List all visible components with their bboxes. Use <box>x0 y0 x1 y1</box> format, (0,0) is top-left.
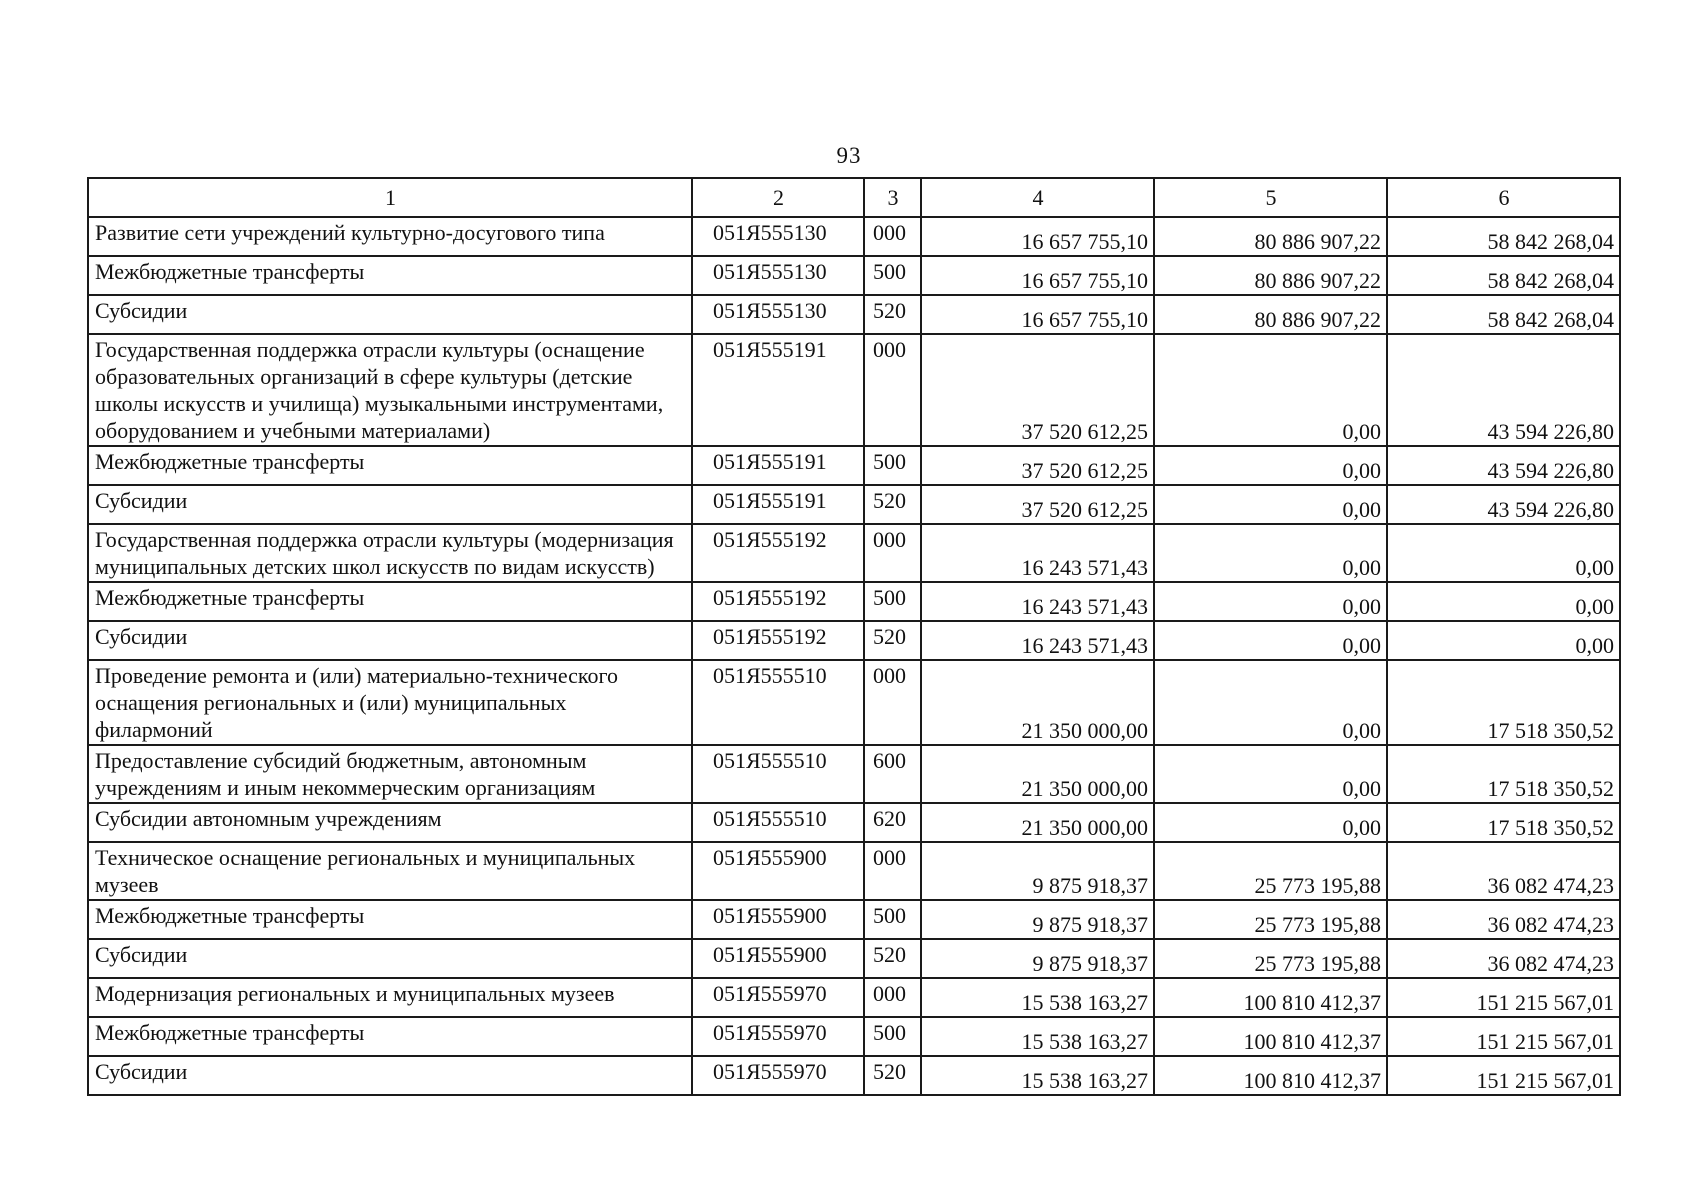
row-code-cell: 051Я555130 <box>692 217 864 256</box>
row-value-col5-cell: 0,00 <box>1154 334 1387 446</box>
row-value-col6-cell: 17 518 350,52 <box>1387 660 1620 745</box>
row-name-cell: Субсидии <box>88 621 692 660</box>
row-value-col6-cell: 0,00 <box>1387 621 1620 660</box>
row-value-col5-cell: 0,00 <box>1154 745 1387 803</box>
row-value-col5-cell: 100 810 412,37 <box>1154 1056 1387 1095</box>
column-header-4: 4 <box>921 178 1154 217</box>
row-value-col6-cell: 151 215 567,01 <box>1387 978 1620 1017</box>
row-name-cell: Государственная поддержка отрасли культуры (оснащение образовательных организаций в сфере культуры (детские школы искусств и училища) музыкальными инструментами, оборудованием и учебными материалами) <box>88 334 692 446</box>
row-type-cell: 000 <box>864 660 921 745</box>
row-value-col6-cell: 36 082 474,23 <box>1387 939 1620 978</box>
row-value-col5-cell: 100 810 412,37 <box>1154 978 1387 1017</box>
row-code-cell: 051Я555900 <box>692 900 864 939</box>
row-name-cell: Межбюджетные трансферты <box>88 1017 692 1056</box>
row-code-cell: 051Я555900 <box>692 842 864 900</box>
row-value-col6-cell: 58 842 268,04 <box>1387 295 1620 334</box>
row-name-cell: Развитие сети учреждений культурно-досугового типа <box>88 217 692 256</box>
table-header-row <box>88 178 1620 217</box>
row-name-cell: Межбюджетные трансферты <box>88 446 692 485</box>
table-row <box>88 217 1620 256</box>
row-type-cell: 520 <box>864 485 921 524</box>
row-type-cell: 520 <box>864 939 921 978</box>
table-row <box>88 295 1620 334</box>
table-row <box>88 256 1620 295</box>
row-value-col4-cell: 16 657 755,10 <box>921 256 1154 295</box>
row-value-col5-cell: 0,00 <box>1154 582 1387 621</box>
row-name-cell: Предоставление субсидий бюджетным, автономным учреждениям и иным некоммерческим организациям <box>88 745 692 803</box>
row-type-cell: 000 <box>864 217 921 256</box>
row-value-col4-cell: 16 243 571,43 <box>921 621 1154 660</box>
row-value-col5-cell: 25 773 195,88 <box>1154 842 1387 900</box>
row-value-col4-cell: 15 538 163,27 <box>921 1056 1154 1095</box>
row-value-col6-cell: 43 594 226,80 <box>1387 334 1620 446</box>
row-code-cell: 051Я555191 <box>692 334 864 446</box>
column-header-1: 1 <box>88 178 692 217</box>
row-value-col6-cell: 58 842 268,04 <box>1387 256 1620 295</box>
row-type-cell: 000 <box>864 842 921 900</box>
row-value-col6-cell: 17 518 350,52 <box>1387 803 1620 842</box>
row-value-col5-cell: 25 773 195,88 <box>1154 900 1387 939</box>
row-value-col4-cell: 9 875 918,37 <box>921 842 1154 900</box>
row-code-cell: 051Я555970 <box>692 978 864 1017</box>
row-type-cell: 500 <box>864 1017 921 1056</box>
table-row <box>88 660 1620 745</box>
row-type-cell: 520 <box>864 621 921 660</box>
table-row <box>88 524 1620 582</box>
row-value-col4-cell: 37 520 612,25 <box>921 446 1154 485</box>
row-type-cell: 520 <box>864 1056 921 1095</box>
row-type-cell: 500 <box>864 900 921 939</box>
row-code-cell: 051Я555192 <box>692 582 864 621</box>
row-type-cell: 000 <box>864 978 921 1017</box>
budget-table <box>87 177 1621 1096</box>
table-row <box>88 621 1620 660</box>
row-code-cell: 051Я555191 <box>692 485 864 524</box>
page-number: 93 <box>836 143 862 168</box>
table-row <box>88 939 1620 978</box>
row-value-col5-cell: 0,00 <box>1154 621 1387 660</box>
row-code-cell: 051Я555192 <box>692 621 864 660</box>
row-value-col4-cell: 37 520 612,25 <box>921 485 1154 524</box>
row-value-col4-cell: 15 538 163,27 <box>921 1017 1154 1056</box>
column-header-5: 5 <box>1154 178 1387 217</box>
row-value-col5-cell: 80 886 907,22 <box>1154 295 1387 334</box>
row-value-col5-cell: 0,00 <box>1154 524 1387 582</box>
row-code-cell: 051Я555970 <box>692 1056 864 1095</box>
row-value-col6-cell: 36 082 474,23 <box>1387 900 1620 939</box>
row-name-cell: Модернизация региональных и муниципальных музеев <box>88 978 692 1017</box>
row-value-col5-cell: 100 810 412,37 <box>1154 1017 1387 1056</box>
row-name-cell: Проведение ремонта и (или) материально-технического оснащения региональных и (или) муниципальных филармоний <box>88 660 692 745</box>
table-row <box>88 900 1620 939</box>
table-row <box>88 1017 1620 1056</box>
row-code-cell: 051Я555130 <box>692 295 864 334</box>
row-type-cell: 500 <box>864 446 921 485</box>
row-value-col6-cell: 43 594 226,80 <box>1387 485 1620 524</box>
row-value-col4-cell: 21 350 000,00 <box>921 803 1154 842</box>
row-value-col6-cell: 151 215 567,01 <box>1387 1056 1620 1095</box>
row-code-cell: 051Я555510 <box>692 803 864 842</box>
table-row <box>88 842 1620 900</box>
column-header-3: 3 <box>864 178 921 217</box>
row-value-col4-cell: 21 350 000,00 <box>921 660 1154 745</box>
row-value-col4-cell: 16 243 571,43 <box>921 524 1154 582</box>
row-value-col6-cell: 36 082 474,23 <box>1387 842 1620 900</box>
row-type-cell: 000 <box>864 524 921 582</box>
table-row <box>88 803 1620 842</box>
row-name-cell: Субсидии <box>88 1056 692 1095</box>
row-value-col5-cell: 25 773 195,88 <box>1154 939 1387 978</box>
row-value-col4-cell: 9 875 918,37 <box>921 900 1154 939</box>
row-type-cell: 500 <box>864 582 921 621</box>
row-name-cell: Межбюджетные трансферты <box>88 256 692 295</box>
row-code-cell: 051Я555192 <box>692 524 864 582</box>
row-value-col6-cell: 0,00 <box>1387 582 1620 621</box>
table-row <box>88 485 1620 524</box>
row-name-cell: Субсидии <box>88 939 692 978</box>
row-type-cell: 500 <box>864 256 921 295</box>
row-value-col5-cell: 0,00 <box>1154 660 1387 745</box>
table-row <box>88 978 1620 1017</box>
row-type-cell: 000 <box>864 334 921 446</box>
row-name-cell: Техническое оснащение региональных и муниципальных музеев <box>88 842 692 900</box>
column-header-2: 2 <box>692 178 864 217</box>
row-type-cell: 620 <box>864 803 921 842</box>
row-value-col5-cell: 80 886 907,22 <box>1154 217 1387 256</box>
row-value-col4-cell: 16 657 755,10 <box>921 217 1154 256</box>
table-row <box>88 446 1620 485</box>
row-value-col4-cell: 16 657 755,10 <box>921 295 1154 334</box>
row-value-col6-cell: 0,00 <box>1387 524 1620 582</box>
row-code-cell: 051Я555900 <box>692 939 864 978</box>
row-value-col4-cell: 16 243 571,43 <box>921 582 1154 621</box>
row-name-cell: Субсидии автономным учреждениям <box>88 803 692 842</box>
row-name-cell: Государственная поддержка отрасли культуры (модернизация муниципальных детских школ искусств по видам искусств) <box>88 524 692 582</box>
row-code-cell: 051Я555191 <box>692 446 864 485</box>
table-row <box>88 1056 1620 1095</box>
row-value-col5-cell: 0,00 <box>1154 803 1387 842</box>
row-type-cell: 520 <box>864 295 921 334</box>
table-row <box>88 334 1620 446</box>
row-value-col4-cell: 9 875 918,37 <box>921 939 1154 978</box>
row-name-cell: Субсидии <box>88 485 692 524</box>
row-name-cell: Межбюджетные трансферты <box>88 900 692 939</box>
row-value-col6-cell: 17 518 350,52 <box>1387 745 1620 803</box>
column-header-6: 6 <box>1387 178 1620 217</box>
row-code-cell: 051Я555510 <box>692 745 864 803</box>
table-row <box>88 582 1620 621</box>
row-code-cell: 051Я555510 <box>692 660 864 745</box>
row-name-cell: Субсидии <box>88 295 692 334</box>
row-value-col4-cell: 15 538 163,27 <box>921 978 1154 1017</box>
row-name-cell: Межбюджетные трансферты <box>88 582 692 621</box>
row-value-col5-cell: 0,00 <box>1154 446 1387 485</box>
row-value-col6-cell: 58 842 268,04 <box>1387 217 1620 256</box>
row-code-cell: 051Я555130 <box>692 256 864 295</box>
row-value-col5-cell: 0,00 <box>1154 485 1387 524</box>
row-value-col6-cell: 43 594 226,80 <box>1387 446 1620 485</box>
row-type-cell: 600 <box>864 745 921 803</box>
row-code-cell: 051Я555970 <box>692 1017 864 1056</box>
row-value-col4-cell: 21 350 000,00 <box>921 745 1154 803</box>
row-value-col6-cell: 151 215 567,01 <box>1387 1017 1620 1056</box>
table-row <box>88 745 1620 803</box>
row-value-col4-cell: 37 520 612,25 <box>921 334 1154 446</box>
row-value-col5-cell: 80 886 907,22 <box>1154 256 1387 295</box>
